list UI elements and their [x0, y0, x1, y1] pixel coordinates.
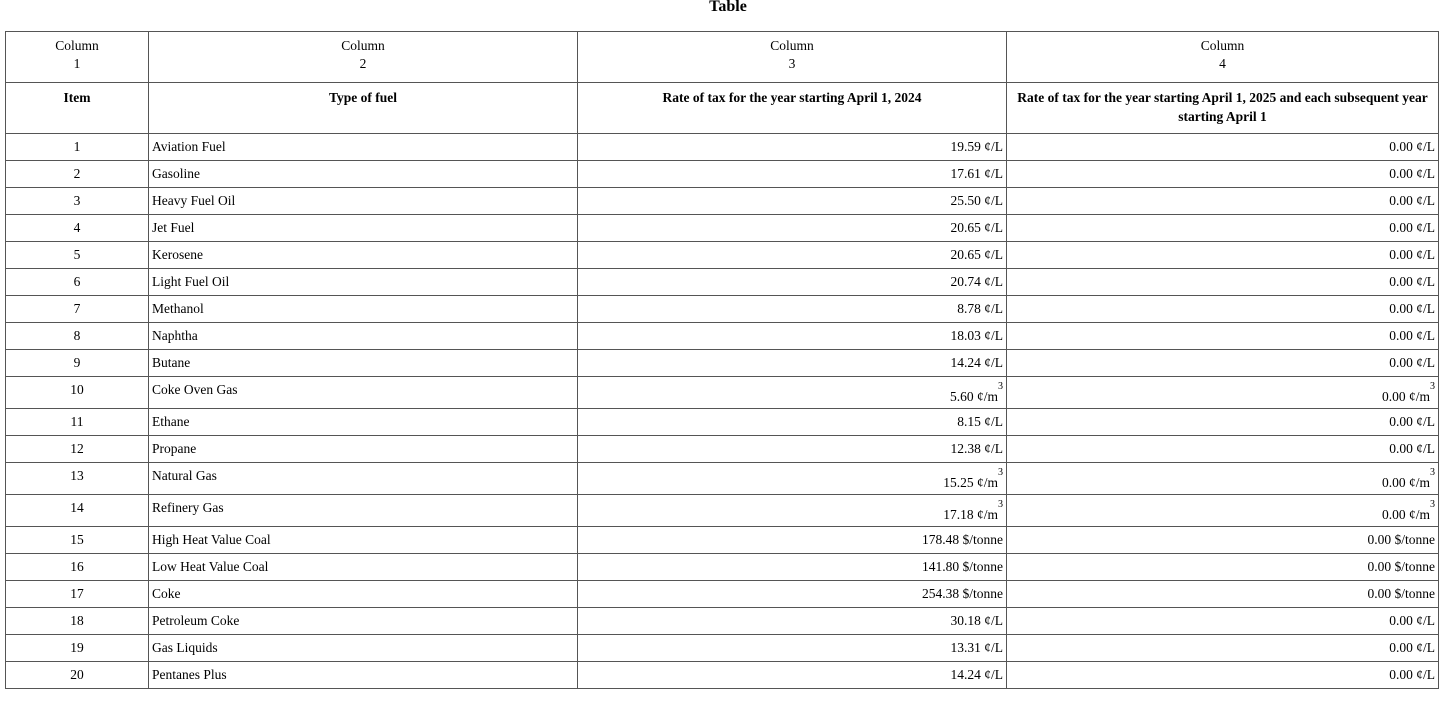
header-rate-2024: Rate of tax for the year starting April 1, 2024: [578, 83, 1007, 134]
cell-rate-2024: 15.25 $¢/m^3$: [578, 463, 1007, 495]
cell-item: 4: [6, 215, 149, 242]
fuel-tax-table: [5, 31, 1439, 689]
cell-rate-2025: 0.00 ¢/L: [1007, 608, 1439, 635]
cell-item: 14: [6, 495, 149, 527]
cell-item: 13: [6, 463, 149, 495]
column-number-3: Column 3: [578, 32, 1007, 83]
cell-rate-2024: 14.24 ¢/L: [578, 350, 1007, 377]
cell-rate-2024: 20.74 ¢/L: [578, 269, 1007, 296]
table-row: [6, 269, 1439, 296]
table-row: [6, 409, 1439, 436]
cell-rate-2025: 0.00 $¢/m^3$: [1007, 463, 1439, 495]
cell-rate-2024: 20.65 ¢/L: [578, 242, 1007, 269]
cell-rate-2025: 0.00 ¢/L: [1007, 215, 1439, 242]
cell-item: 10: [6, 377, 149, 409]
cell-item: 19: [6, 635, 149, 662]
unit-exponent: 3: [1430, 499, 1435, 510]
cell-fuel-type: Pentanes Plus: [149, 662, 578, 689]
cell-fuel-type: Butane: [149, 350, 578, 377]
cell-fuel-type: Low Heat Value Coal: [149, 554, 578, 581]
table-row: [6, 495, 1439, 527]
cell-rate-2025: 0.00 ¢/L: [1007, 323, 1439, 350]
cell-item: 7: [6, 296, 149, 323]
cell-rate-2024: 8.78 ¢/L: [578, 296, 1007, 323]
cell-rate-2025: 0.00 ¢/L: [1007, 242, 1439, 269]
cell-item: 5: [6, 242, 149, 269]
cell-rate-2024: 12.38 ¢/L: [578, 436, 1007, 463]
header-item: Item: [6, 83, 149, 134]
table-row: [6, 350, 1439, 377]
cell-fuel-type: Coke Oven Gas: [149, 377, 578, 409]
cell-rate-2024: 30.18 ¢/L: [578, 608, 1007, 635]
cell-rate-2024: 254.38 $/tonne: [578, 581, 1007, 608]
column-header-row: [6, 83, 1439, 134]
cell-fuel-type: Natural Gas: [149, 463, 578, 495]
table-row: [6, 188, 1439, 215]
cell-item: 20: [6, 662, 149, 689]
table-row: [6, 161, 1439, 188]
table-row: [6, 296, 1439, 323]
cell-rate-2025: 0.00 $/tonne: [1007, 581, 1439, 608]
cell-rate-2024: 8.15 ¢/L: [578, 409, 1007, 436]
table-row: [6, 662, 1439, 689]
header-rate-2025: Rate of tax for the year starting April 1, 2025 and each subsequent year starting April 1: [1007, 83, 1439, 134]
cell-rate-2025: 0.00 $/tonne: [1007, 554, 1439, 581]
unit-exponent: 3: [998, 381, 1003, 392]
cell-rate-2025: 0.00 ¢/L: [1007, 409, 1439, 436]
cell-rate-2025: 0.00 ¢/L: [1007, 662, 1439, 689]
cell-fuel-type: Refinery Gas: [149, 495, 578, 527]
cell-item: 9: [6, 350, 149, 377]
unit-exponent: 3: [998, 467, 1003, 478]
cell-rate-2024: 20.65 ¢/L: [578, 215, 1007, 242]
column-number-row: [6, 32, 1439, 83]
table-row: [6, 581, 1439, 608]
cell-fuel-type: Jet Fuel: [149, 215, 578, 242]
cell-rate-2024: 14.24 ¢/L: [578, 662, 1007, 689]
cell-rate-2025: 0.00 ¢/L: [1007, 134, 1439, 161]
cell-rate-2024: 178.48 $/tonne: [578, 527, 1007, 554]
cell-rate-2025: 0.00 ¢/L: [1007, 269, 1439, 296]
cell-item: 12: [6, 436, 149, 463]
header-type-of-fuel: Type of fuel: [149, 83, 578, 134]
column-number-4: Column 4: [1007, 32, 1439, 83]
table-row: [6, 436, 1439, 463]
cell-rate-2024: 17.18 $¢/m^3$: [578, 495, 1007, 527]
column-number-2: Column 2: [149, 32, 578, 83]
cell-rate-2024: 13.31 ¢/L: [578, 635, 1007, 662]
cell-fuel-type: Kerosene: [149, 242, 578, 269]
cell-rate-2024: 19.59 ¢/L: [578, 134, 1007, 161]
cell-rate-2024: 5.60 $¢/m^3$: [578, 377, 1007, 409]
cell-fuel-type: Petroleum Coke: [149, 608, 578, 635]
cell-fuel-type: Ethane: [149, 409, 578, 436]
table-row: [6, 527, 1439, 554]
table-body: [6, 134, 1439, 689]
cell-fuel-type: High Heat Value Coal: [149, 527, 578, 554]
cell-item: 6: [6, 269, 149, 296]
unit-exponent: 3: [998, 499, 1003, 510]
cell-item: 15: [6, 527, 149, 554]
cell-fuel-type: Naphtha: [149, 323, 578, 350]
cell-rate-2024: 18.03 ¢/L: [578, 323, 1007, 350]
table-row: [6, 323, 1439, 350]
cell-rate-2025: 0.00 $¢/m^3$: [1007, 495, 1439, 527]
cell-rate-2024: 25.50 ¢/L: [578, 188, 1007, 215]
cell-fuel-type: Gasoline: [149, 161, 578, 188]
table-row: [6, 463, 1439, 495]
cell-fuel-type: Propane: [149, 436, 578, 463]
cell-rate-2025: 0.00 ¢/L: [1007, 350, 1439, 377]
cell-item: 2: [6, 161, 149, 188]
table-row: [6, 635, 1439, 662]
cell-rate-2024: 17.61 ¢/L: [578, 161, 1007, 188]
cell-fuel-type: Coke: [149, 581, 578, 608]
cell-fuel-type: Methanol: [149, 296, 578, 323]
cell-rate-2025: 0.00 ¢/L: [1007, 635, 1439, 662]
cell-rate-2025: 0.00 $/tonne: [1007, 527, 1439, 554]
cell-fuel-type: Light Fuel Oil: [149, 269, 578, 296]
cell-item: 18: [6, 608, 149, 635]
cell-item: 3: [6, 188, 149, 215]
unit-exponent: 3: [1430, 467, 1435, 478]
table-row: [6, 554, 1439, 581]
table-row: [6, 608, 1439, 635]
cell-fuel-type: Heavy Fuel Oil: [149, 188, 578, 215]
table-row: [6, 242, 1439, 269]
cell-item: 8: [6, 323, 149, 350]
table-row: [6, 377, 1439, 409]
cell-rate-2025: 0.00 $¢/m^3$: [1007, 377, 1439, 409]
cell-item: 16: [6, 554, 149, 581]
cell-rate-2025: 0.00 ¢/L: [1007, 188, 1439, 215]
cell-rate-2025: 0.00 ¢/L: [1007, 161, 1439, 188]
cell-fuel-type: Gas Liquids: [149, 635, 578, 662]
table-row: [6, 134, 1439, 161]
cell-item: 11: [6, 409, 149, 436]
table-caption: Table: [709, 0, 747, 15]
cell-fuel-type: Aviation Fuel: [149, 134, 578, 161]
cell-rate-2025: 0.00 ¢/L: [1007, 436, 1439, 463]
unit-exponent: 3: [1430, 381, 1435, 392]
column-number-1: Column 1: [6, 32, 149, 83]
cell-item: 1: [6, 134, 149, 161]
cell-item: 17: [6, 581, 149, 608]
cell-rate-2025: 0.00 ¢/L: [1007, 296, 1439, 323]
cell-rate-2024: 141.80 $/tonne: [578, 554, 1007, 581]
table-row: [6, 215, 1439, 242]
